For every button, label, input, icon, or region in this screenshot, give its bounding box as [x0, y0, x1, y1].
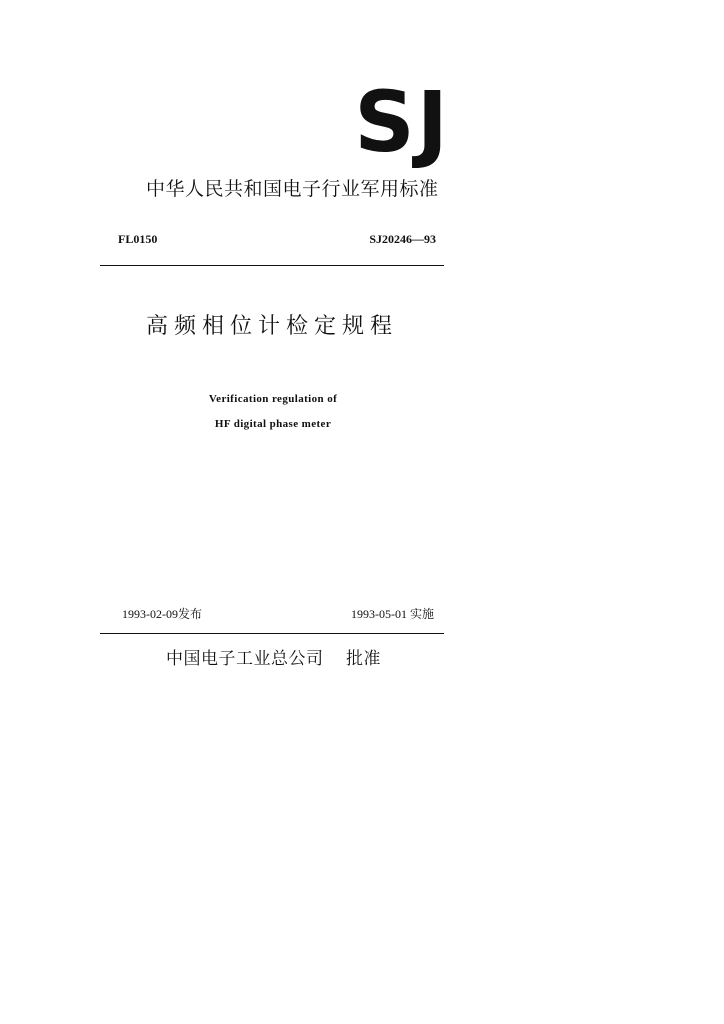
document-title-english-line1: Verification regulation of — [208, 393, 338, 405]
classification-code: FL0150 — [118, 232, 158, 246]
effective-date: 1993-05-01 — [350, 607, 407, 621]
effective-date-block — [330, 606, 434, 622]
approval-label: 批准 — [346, 649, 381, 669]
standard-number: SJ20246—93 — [369, 232, 436, 246]
issuing-body-heading: 中华人民共和国电子行业军用标准 — [146, 178, 439, 200]
issue-date-block — [122, 606, 202, 622]
footer-divider — [100, 633, 444, 634]
header-divider — [100, 265, 444, 266]
sj-logo: SJ — [354, 73, 450, 171]
issue-label: 发布 — [178, 607, 203, 621]
document-title-english-line2: HF digital phase meter — [214, 418, 332, 430]
approving-organization: 中国电子工业总公司 — [166, 649, 324, 669]
document-title-chinese: 高频相位计检定规程 — [146, 314, 399, 339]
effective-label: 实施 — [409, 607, 434, 621]
issue-date: 1993-02-09 — [122, 607, 178, 621]
